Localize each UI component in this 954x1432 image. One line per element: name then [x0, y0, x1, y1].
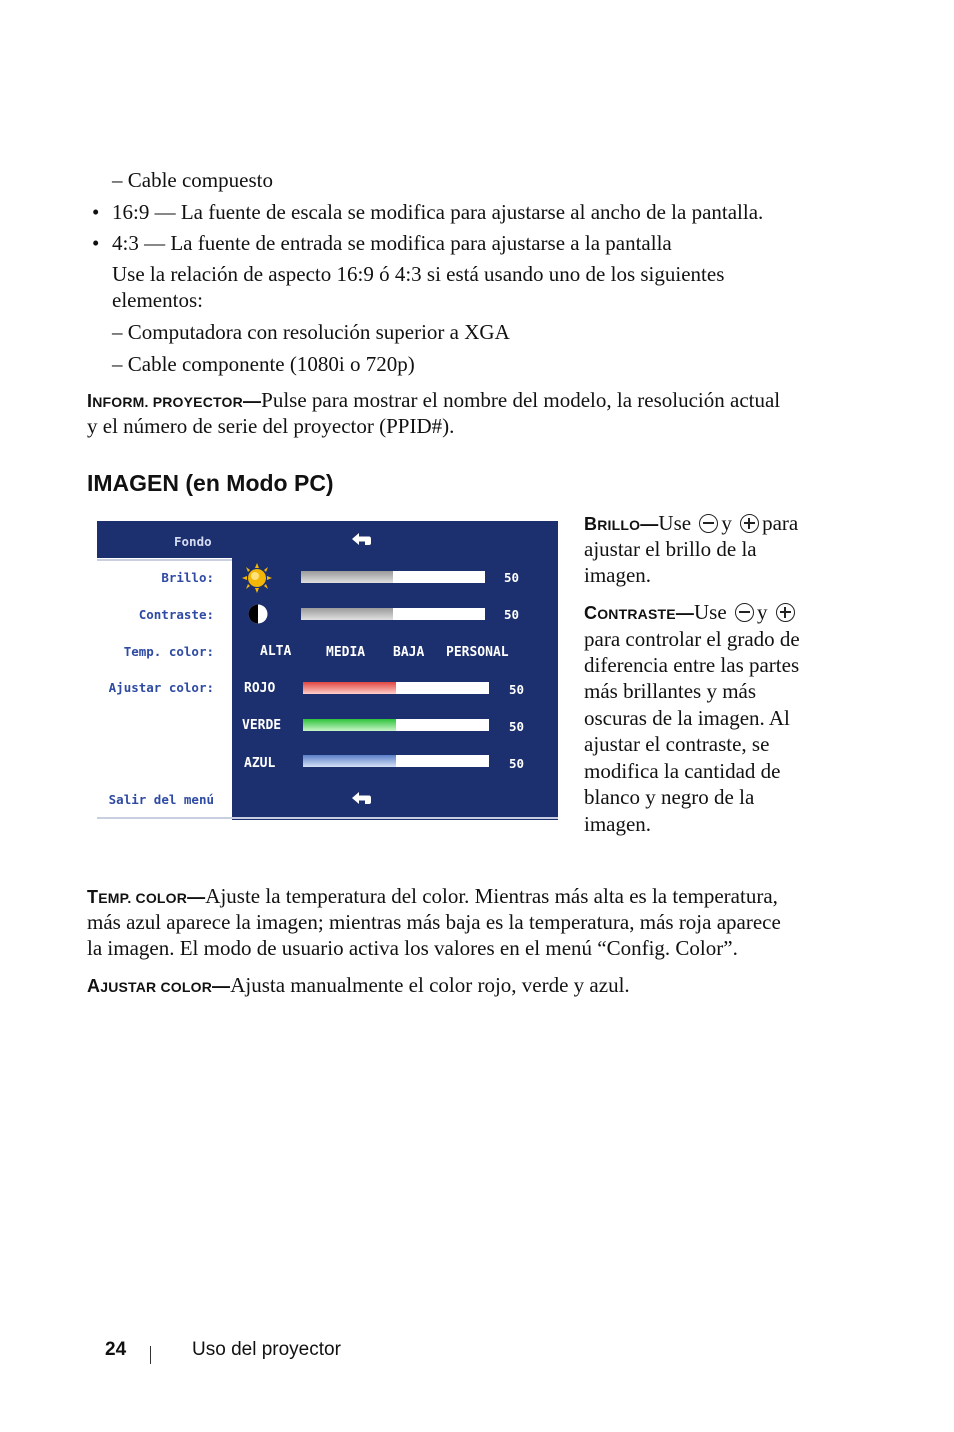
return-arrow-icon[interactable]: [349, 530, 373, 548]
footer-divider: [150, 1346, 151, 1364]
osd-label-ajustar-color[interactable]: Ajustar color:: [108, 680, 214, 695]
use-line-2: elementos:: [112, 288, 203, 312]
bullet-169: 16:9 — La fuente de escala se modifica para ajustarse al ancho de la pantalla.: [112, 200, 764, 224]
verde-value: 50: [509, 719, 525, 734]
osd-label-column: [97, 519, 232, 820]
contraste-line-1: CONTRASTE—Use y: [584, 599, 798, 627]
temp-line-3: la imagen. El modo de usuario activa los valores en el menú “Config. Color”.: [87, 936, 738, 960]
inform-paragraph-line-2: y el número de serie del proyector (PPID#).: [87, 414, 455, 438]
list-cable-compuesto: – Cable compuesto: [112, 168, 273, 192]
rojo-value: 50: [509, 682, 525, 697]
footer-section: Uso del proyector: [192, 1339, 341, 1360]
list-computadora: – Computadora con resolución superior a XGA: [112, 320, 510, 344]
contraste-line-2: para controlar el grado de: [584, 627, 800, 651]
azul-slider[interactable]: [303, 755, 489, 767]
plus-circle-icon: [776, 603, 795, 622]
temp-option-alta[interactable]: ALTA: [260, 644, 292, 659]
brillo-line-3: imagen.: [584, 563, 652, 587]
brillo-value: 50: [504, 570, 520, 585]
contraste-slider[interactable]: [301, 608, 485, 620]
temp-line-2: más azul aparece la imagen; mientras más baja es la temperatura, más roja aparece: [87, 910, 781, 934]
contraste-term: CONTRASTE—: [584, 603, 695, 623]
temp-line-1: TEMP. COLOR—Ajuste la temperatura del color. Mientras más alta es la temperatura,: [87, 884, 778, 908]
color-label-verde: VERDE: [242, 718, 282, 733]
bullet: •: [92, 231, 100, 255]
contraste-slider-fill: [301, 608, 393, 620]
osd-bottom-line: [97, 817, 558, 819]
ajustar-term: AJUSTAR COLOR—: [87, 976, 231, 996]
inform-term: INFORM. PROYECTOR—: [87, 391, 262, 411]
contraste-line-6: ajustar el contraste, se: [584, 732, 770, 756]
brillo-line-1: BRILLO—Use y para: [584, 511, 799, 535]
minus-circle-icon: [735, 603, 754, 622]
verde-slider-fill: [303, 719, 396, 731]
osd-header-label[interactable]: Fondo: [174, 534, 212, 549]
osd-menu: [97, 519, 558, 820]
section-title: IMAGEN (en Modo PC): [87, 470, 334, 496]
temp-option-baja[interactable]: BAJA: [393, 645, 425, 660]
plus-circle-icon: [740, 514, 759, 533]
rojo-slider[interactable]: [303, 682, 489, 694]
osd-header-bar: [97, 521, 558, 558]
azul-value: 50: [509, 756, 525, 771]
bullet-43: 4:3 — La fuente de entrada se modifica para ajustarse a la pantalla: [112, 231, 672, 255]
list-componente: – Cable componente (1080i o 720p): [112, 352, 415, 376]
bullet: •: [92, 200, 100, 224]
minus-circle-icon: [699, 514, 718, 533]
inform-paragraph-line-1: INFORM. PROYECTOR—Pulse para mostrar el nombre del modelo, la resolución actual: [87, 388, 781, 412]
contraste-value: 50: [504, 607, 520, 622]
page-number: 24: [105, 1339, 127, 1360]
temp-option-personal[interactable]: PERSONAL: [446, 645, 509, 660]
color-label-azul: AZUL: [244, 756, 276, 771]
contraste-line-5: oscuras de la imagen. Al: [584, 706, 790, 730]
osd-label-contraste[interactable]: Contraste:: [138, 607, 214, 622]
osd-label-salir[interactable]: Salir del menú: [108, 792, 214, 807]
sun-icon: [241, 563, 273, 593]
contraste-line-7: modifica la cantidad de: [584, 759, 781, 783]
contrast-icon: [247, 603, 269, 625]
contraste-line-3: diferencia entre las partes: [584, 653, 800, 677]
temp-term: TEMP. COLOR—: [87, 887, 206, 907]
contraste-line-4: más brillantes y más: [584, 679, 757, 703]
verde-slider[interactable]: [303, 719, 489, 731]
rojo-slider-fill: [303, 682, 396, 694]
osd-divider: [97, 559, 232, 561]
contraste-line-8: blanco y negro de la: [584, 785, 755, 809]
color-label-rojo: ROJO: [244, 681, 276, 696]
osd-label-brillo[interactable]: Brillo:: [161, 570, 214, 585]
brillo-line-2: ajustar el brillo de la: [584, 537, 757, 561]
osd-label-temp-color[interactable]: Temp. color:: [123, 644, 214, 659]
use-line-1: Use la relación de aspecto 16:9 ó 4:3 si está usando uno de los siguientes: [112, 262, 725, 286]
azul-slider-fill: [303, 755, 396, 767]
temp-option-media[interactable]: MEDIA: [326, 645, 366, 660]
brillo-slider[interactable]: [301, 571, 485, 583]
brillo-slider-fill: [301, 571, 393, 583]
exit-arrow-icon[interactable]: [349, 789, 373, 807]
ajustar-line-1: AJUSTAR COLOR—Ajusta manualmente el color rojo, verde y azul.: [87, 973, 630, 997]
brillo-term: BRILLO—: [584, 514, 659, 534]
contraste-line-9: imagen.: [584, 812, 652, 836]
